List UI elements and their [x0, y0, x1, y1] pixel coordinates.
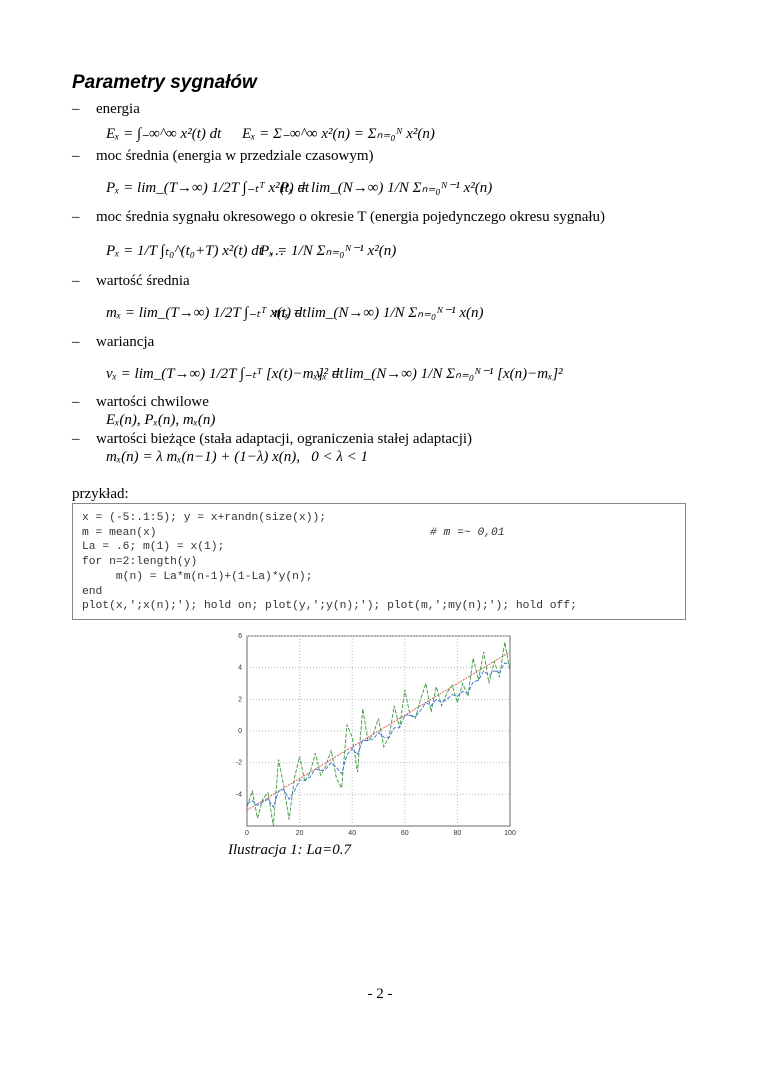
formula: mₓ = lim_(T→∞) 1/2T ∫₋ₜᵀ x(t) dt	[106, 305, 307, 321]
code-line: La = .6; m(1) = x(1);	[82, 541, 225, 554]
y-tick-label: 0	[238, 728, 242, 735]
list-item: – wartości chwilowe	[72, 394, 209, 410]
list-item: – wartość średnia	[72, 273, 190, 289]
item-label: wartości chwilowe	[96, 394, 209, 410]
item-label: moc średnia sygnału okresowego o okresie T (energia pojedynczego okresu sygnału)	[96, 209, 606, 225]
formula: Pₓ = lim_(N→∞) 1/N Σₙ₌₀ᴺ⁻¹ x²(n)	[280, 180, 493, 196]
formula: mₓ = lim_(N→∞) 1/N Σₙ₌₀ᴺ⁻¹ x(n)	[274, 305, 484, 321]
x-tick-label: 80	[453, 830, 462, 837]
formula: Pₓ = 1/T ∫ₜ₀^(t₀+T) x²(t) dt …	[106, 243, 284, 259]
code-line: m = mean(x)	[82, 526, 157, 539]
figure-caption: Ilustracja 1: La=0.7	[228, 842, 352, 858]
code-comment: # m =~ 0,01	[430, 526, 505, 539]
x-tick-label: 0	[245, 830, 249, 837]
formula: Pₓ = 1/N Σₙ₌₀ᴺ⁻¹ x²(n)	[260, 243, 397, 259]
formula: Eₓ(n), Pₓ(n), mₓ(n)	[106, 412, 216, 428]
code-line: for n=2:length(y)	[82, 556, 198, 569]
formula: vₓ = lim_(T→∞) 1/2T ∫₋ₜᵀ [x(t)−mₓ]² dt	[106, 366, 344, 382]
list-item: – wariancja	[72, 334, 155, 350]
section-title: Parametry sygnałów	[72, 72, 257, 93]
code-line: end	[82, 585, 103, 598]
example-label: przykład:	[72, 486, 129, 502]
formula: Eₓ = ∫₋∞^∞ x²(t) dt	[106, 126, 222, 142]
item-label: wartość średnia	[96, 273, 190, 289]
list-item: – moc średnia sygnału okresowego o okresie T (energia pojedynczego okresu sygnału)	[72, 209, 606, 225]
item-label: wariancja	[96, 334, 155, 350]
x-tick-label: 20	[295, 830, 304, 837]
code-line: x = (-5:.1:5); y = x+randn(size(x));	[82, 512, 327, 524]
y-tick-label: 4	[238, 664, 242, 672]
y-tick-label: -2	[235, 759, 242, 767]
formula: mₓ(n) = λ mₓ(n−1) + (1−λ) x(n), 0 < λ < 1	[106, 449, 369, 465]
code-line: plot(x,';x(n);'); hold on; plot(y,';y(n);'); plot(m,';my(n);'); hold off;	[82, 600, 577, 613]
y-tick-label: -4	[235, 791, 242, 799]
page-number: - 2 -	[367, 986, 393, 1002]
list-item: – wartości bieżące (stała adaptacji, ograniczenia stałej adaptacji)	[72, 431, 473, 447]
code-line: m(n) = La*m(n-1)+(1-La)*y(n);	[82, 570, 313, 583]
formula: vₓ = lim_(N→∞) 1/N Σₙ₌₀ᴺ⁻¹ [x(n)−mₓ]²	[316, 366, 563, 382]
list-item: – moc średnia (energia w przedziale czasowym)	[72, 148, 374, 164]
formula: Pₓ = lim_(T→∞) 1/2T ∫₋ₜᵀ x²(t) dt	[106, 180, 310, 196]
y-tick-label: 6	[238, 633, 242, 640]
x-tick-label: 60	[400, 830, 409, 837]
item-label: wartości bieżące (stała adaptacji, ograniczenia stałej adaptacji)	[96, 431, 473, 447]
x-tick-label: 40	[348, 830, 357, 837]
y-tick-label: 2	[238, 696, 242, 704]
x-tick-label: 100	[504, 830, 516, 837]
list-item: – energia	[72, 101, 140, 117]
item-label: moc średnia (energia w przedziale czasowym)	[96, 148, 374, 164]
code-block	[72, 503, 686, 620]
formula: Eₓ = Σ₋∞^∞ x²(n) = Σₙ₌₀ᴺ x²(n)	[242, 126, 435, 142]
signal-chart	[228, 630, 528, 840]
item-label: energia	[96, 101, 140, 117]
